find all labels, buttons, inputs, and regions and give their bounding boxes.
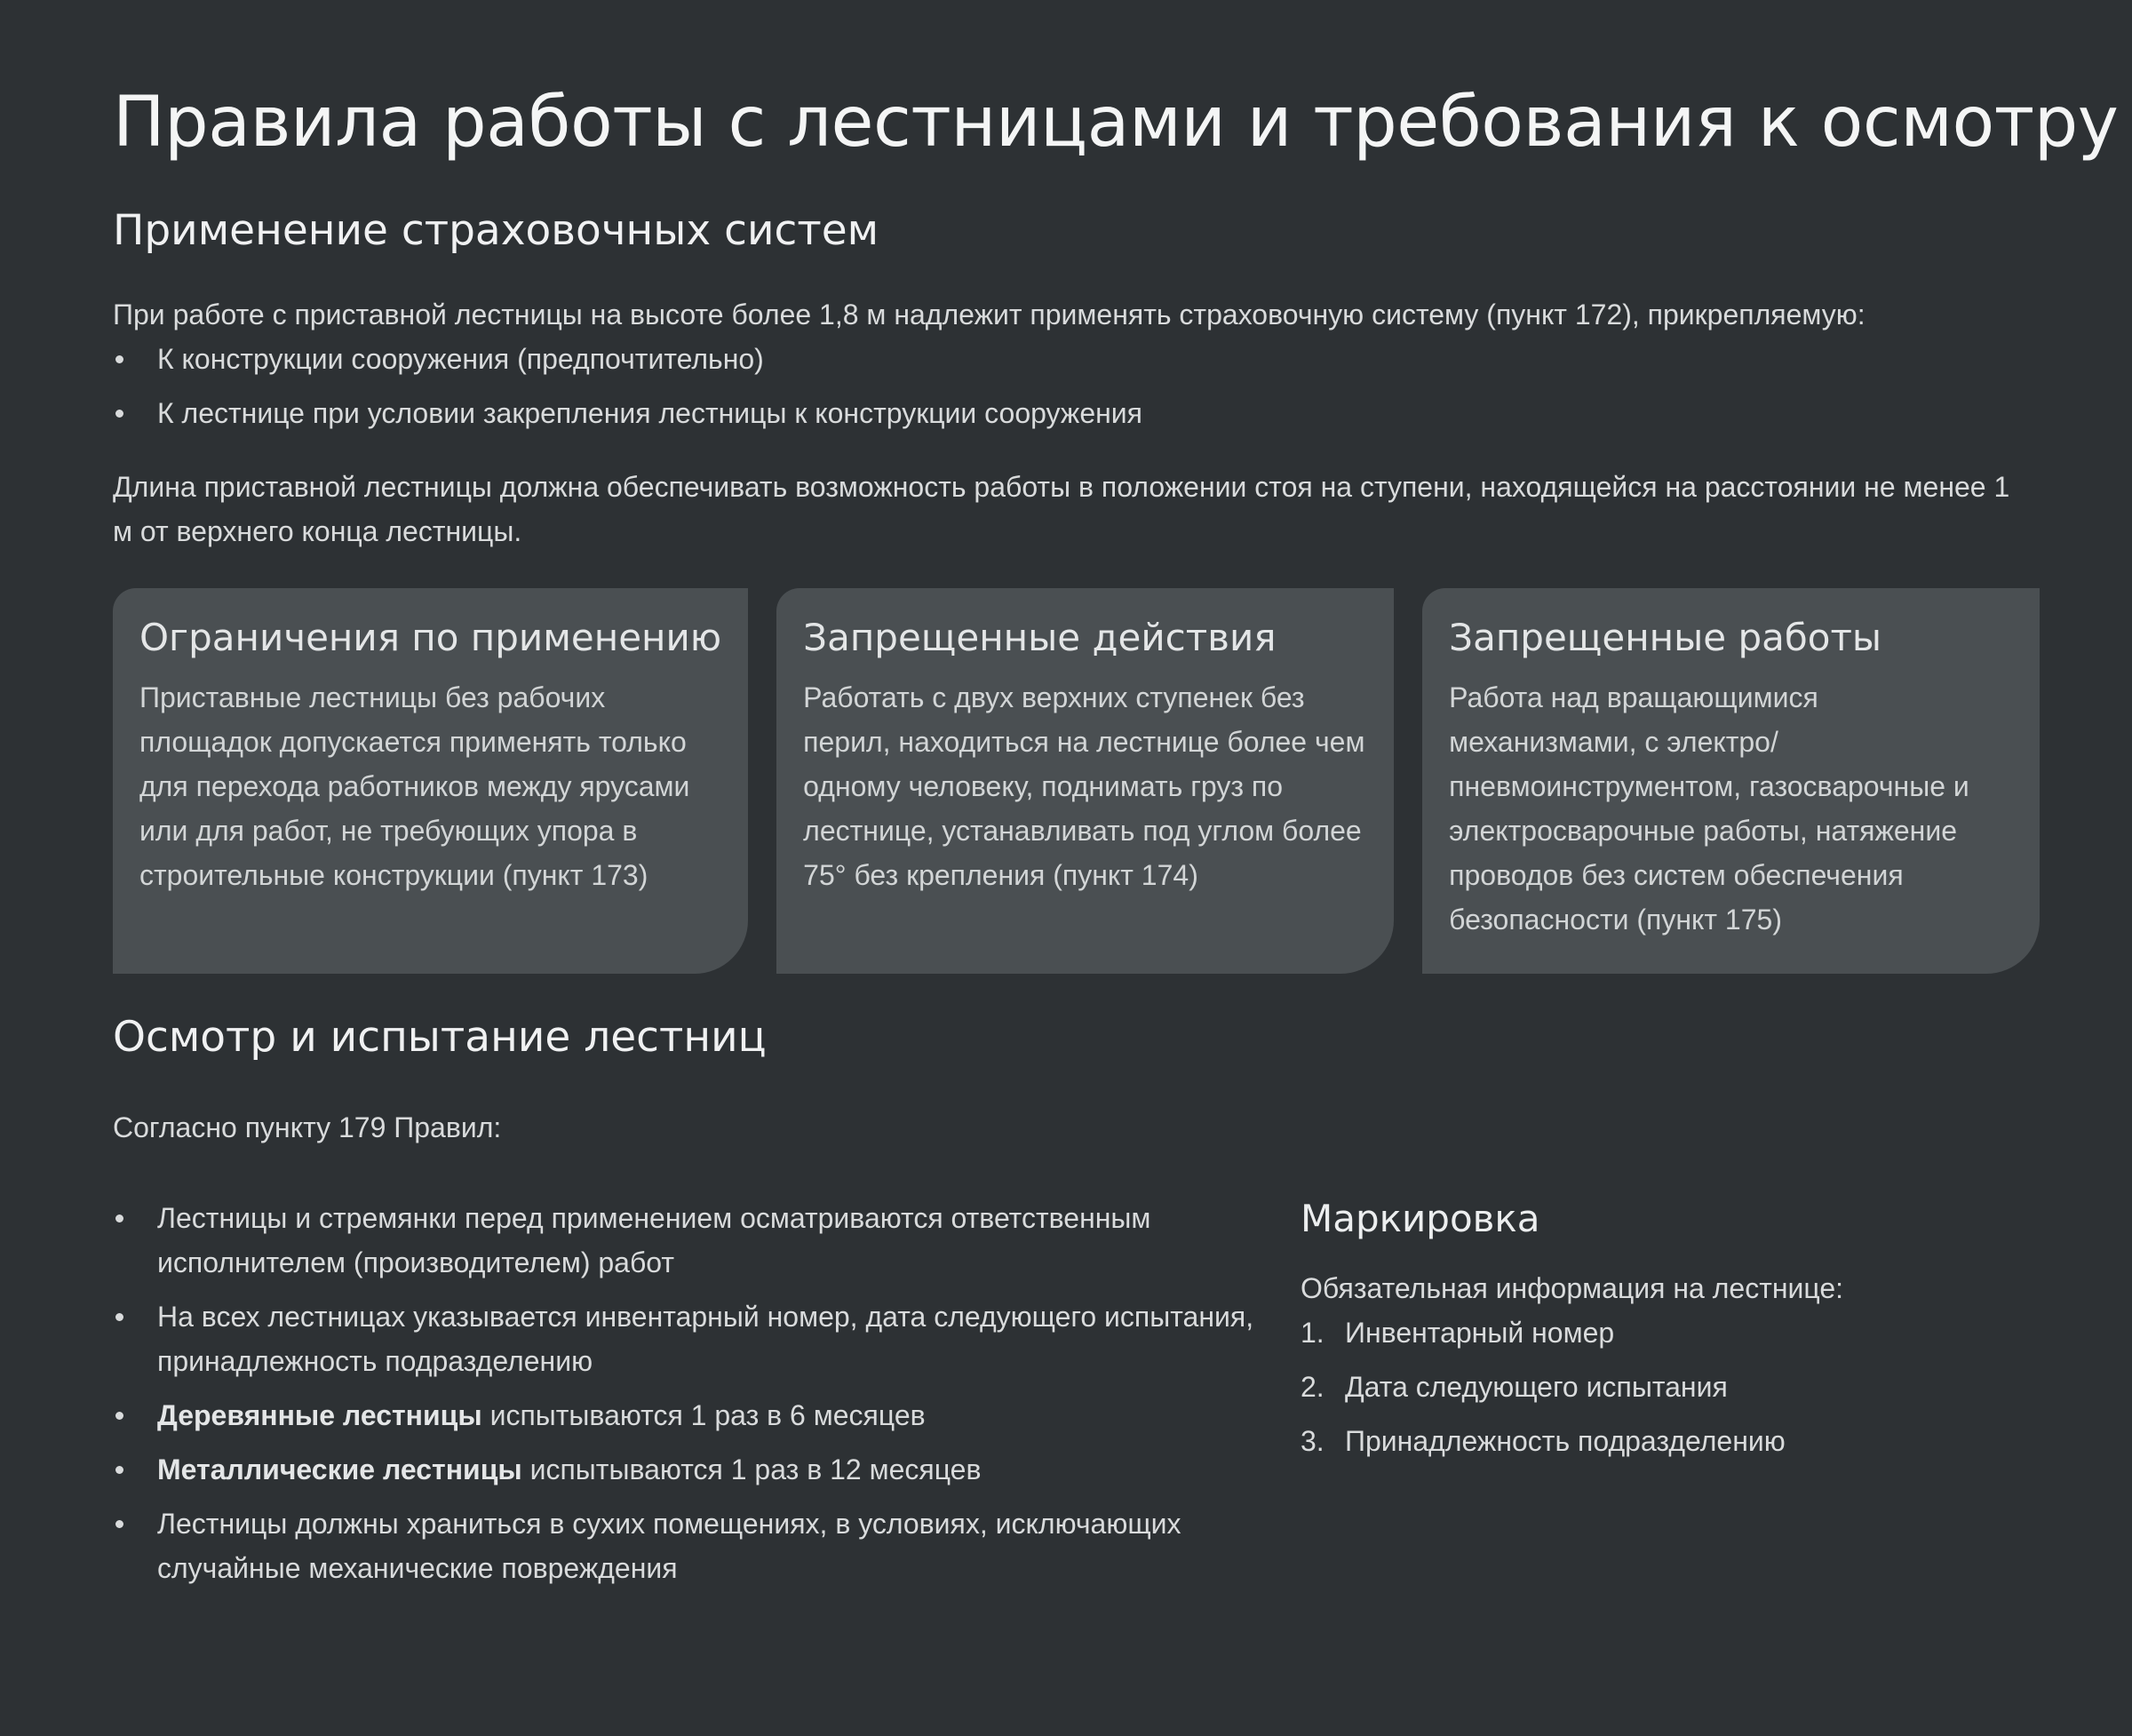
section-heading-inspection: Осмотр и испытание лестниц <box>113 1013 767 1062</box>
list-item: На всех лестницах указывается инвентарный номер, дата следующего испытания, принадлежность подразделению <box>113 1294 1268 1383</box>
inspection-intro-text: Согласно пункту 179 Правил: <box>113 1111 502 1143</box>
card-text: Работа над вращающимися механизмами, с электро/ пневмоинструментом, газосварочные и электросварочные работы, натяжение проводов без систем обеспечения безопасности (пункт 175) <box>1449 681 1969 936</box>
list-item: Металлические лестницы испытываются 1 раз в 12 месяцев <box>113 1447 1268 1492</box>
marking-column <box>1301 1196 2011 1590</box>
card-title: Запрещенные действия <box>803 616 1277 659</box>
card-prohibited-actions <box>776 588 1394 974</box>
marking-heading: Маркировка <box>1301 1197 1540 1240</box>
bullet-icon <box>115 355 123 363</box>
inspection-rules-column <box>113 1196 1268 1590</box>
page-title: Правила работы с лестницами и требования к осмотру <box>113 83 2119 163</box>
list-item: 3. Принадлежность подразделению <box>1301 1425 1786 1457</box>
card-title: Ограничения по применению <box>139 616 722 659</box>
rules-cards <box>113 588 2019 974</box>
bullet-icon <box>115 1214 123 1222</box>
list-item: 1. Инвентарный номер <box>1301 1317 1615 1349</box>
bullet-icon <box>115 1520 123 1528</box>
card-text: Работать с двух верхних ступенек без перил, находиться на лестнице более чем одному человеку, поднимать груз по лестнице, устанавливать под углом более 75° без крепления (пункт 174) <box>803 681 1365 891</box>
safety-intro-text: При работе с приставной лестницы на высоте более 1,8 м надлежит применять страховочную систему (пункт 172), прикрепляемую: <box>113 299 1866 330</box>
list-item: 2. Дата следующего испытания <box>1301 1371 1728 1403</box>
section-heading-safety-systems: Применение страховочных систем <box>113 206 879 255</box>
bullet-icon <box>115 1313 123 1321</box>
bullet-icon <box>115 1412 123 1420</box>
list-item: Деревянные лестницы испытываются 1 раз в 6 месяцев <box>113 1393 1268 1437</box>
marking-list <box>1301 1310 2011 1463</box>
card-text: Приставные лестницы без рабочих площадок допускается применять только для перехода работников между ярусами или для работ, не требующих упора в строительные конструкции (пункт 173) <box>139 681 690 891</box>
ladder-length-text: Длина приставной лестницы должна обеспечивать возможность работы в положении стоя на ступени, находящейся на расстоянии не менее 1 м от верхнего конца лестницы. <box>113 471 2010 547</box>
list-item: К лестнице при условии закрепления лестницы к конструкции сооружения <box>113 391 2019 435</box>
card-prohibited-works <box>1422 588 2040 974</box>
card-title: Запрещенные работы <box>1449 616 1882 659</box>
list-item: Лестницы и стремянки перед применением осматриваются ответственным исполнителем (производителем) работ <box>113 1196 1268 1285</box>
bullet-icon <box>115 410 123 418</box>
list-item: Лестницы должны храниться в сухих помещениях, в условиях, исключающих случайные механические повреждения <box>113 1501 1268 1590</box>
card-usage-limits <box>113 588 748 974</box>
inspection-columns <box>113 1196 2019 1590</box>
bullet-icon <box>115 1466 123 1474</box>
inspection-rules-list <box>113 1196 1268 1590</box>
marking-intro-text: Обязательная информация на лестнице: <box>1301 1272 1844 1304</box>
list-item: К конструкции сооружения (предпочтительно) <box>113 337 2019 381</box>
safety-attachment-list <box>113 337 2019 435</box>
